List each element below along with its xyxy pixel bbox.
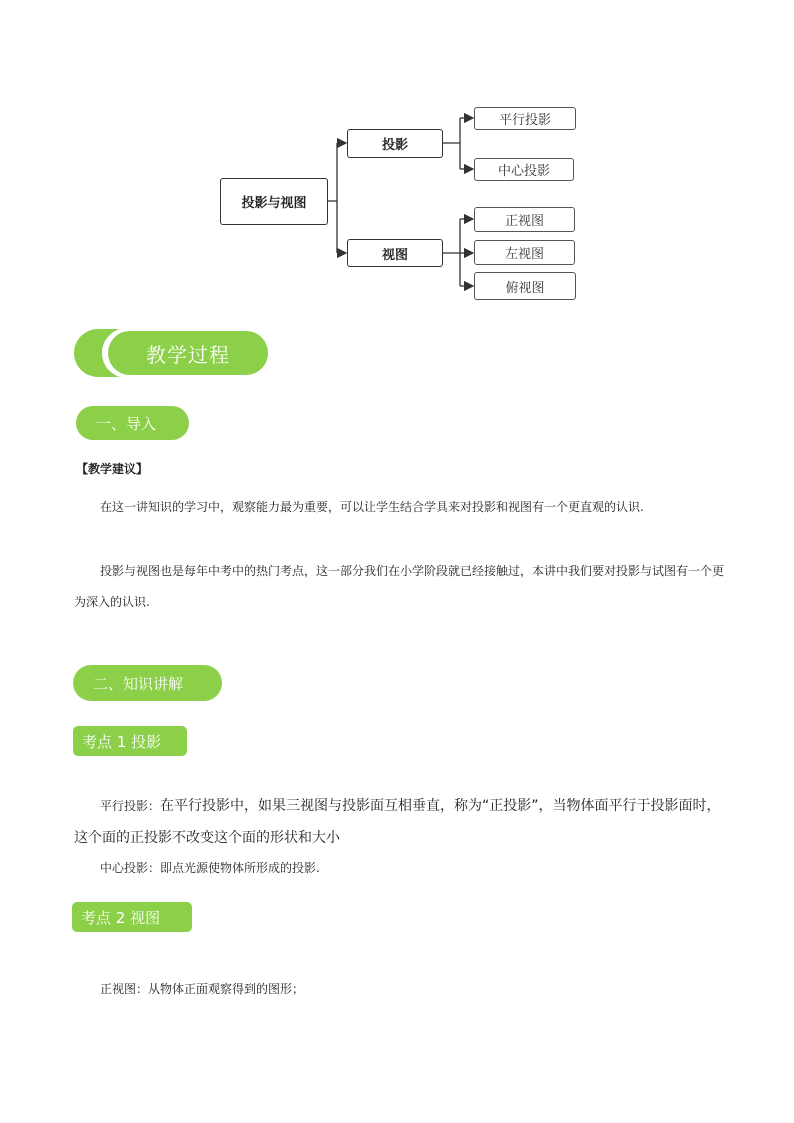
diagram-leaf-parallel-projection: 平行投影	[474, 107, 576, 130]
front-view-text: 正视图：从物体正面观察得到的图形；	[100, 982, 305, 996]
diagram-leaf-top-view: 俯视图	[474, 272, 576, 300]
diagram-root-node: 投影与视图	[220, 178, 328, 225]
parallel-projection-body: 在平行投影中，如果三视图与投影面互相垂直，称为“正投影”，当物体面平行于投影面时，这个面的正投影不改变这个面的形状和大小	[74, 798, 721, 846]
teaching-advice-heading: 【教学建议】	[76, 462, 149, 476]
section-knowledge-label: 二、知识讲解	[73, 665, 222, 701]
teaching-process-banner	[74, 329, 268, 377]
advice-paragraph-1	[74, 492, 724, 523]
advice-text-1: 在这一讲知识的学习中，观察能力最为重要，可以让学生结合学具来对投影和视图有一个更直观的认识.	[100, 500, 644, 514]
diagram-node-view: 视图	[347, 239, 443, 267]
diagram-connectors	[0, 0, 794, 320]
diagram-leaf-left-view: 左视图	[474, 240, 575, 265]
advice-text-2: 投影与视图也是每年中考中的热门考点，这一部分我们在小学阶段就已经接触过，本讲中我们要对投影与试图有一个更为深入的认识.	[74, 564, 725, 609]
central-projection-paragraph	[74, 853, 724, 884]
diagram-node-projection: 投影	[347, 129, 443, 158]
point-2-label: 考点 2 视图	[72, 902, 192, 932]
advice-paragraph-2	[74, 556, 724, 618]
front-view-paragraph	[74, 974, 724, 1005]
point-1-label: 考点 1 投影	[73, 726, 187, 756]
banner-inner-shape	[108, 331, 268, 375]
point-1-paragraph	[74, 790, 726, 854]
parallel-projection-term: 平行投影：	[100, 799, 161, 813]
central-projection-text: 中心投影：即点光源使物体所形成的投影.	[100, 861, 320, 875]
section-intro-label: 一、导入	[76, 406, 189, 440]
diagram-leaf-front-view: 正视图	[474, 207, 575, 232]
diagram-leaf-central-projection: 中心投影	[474, 158, 574, 181]
banner-title: 教学过程	[146, 342, 230, 367]
